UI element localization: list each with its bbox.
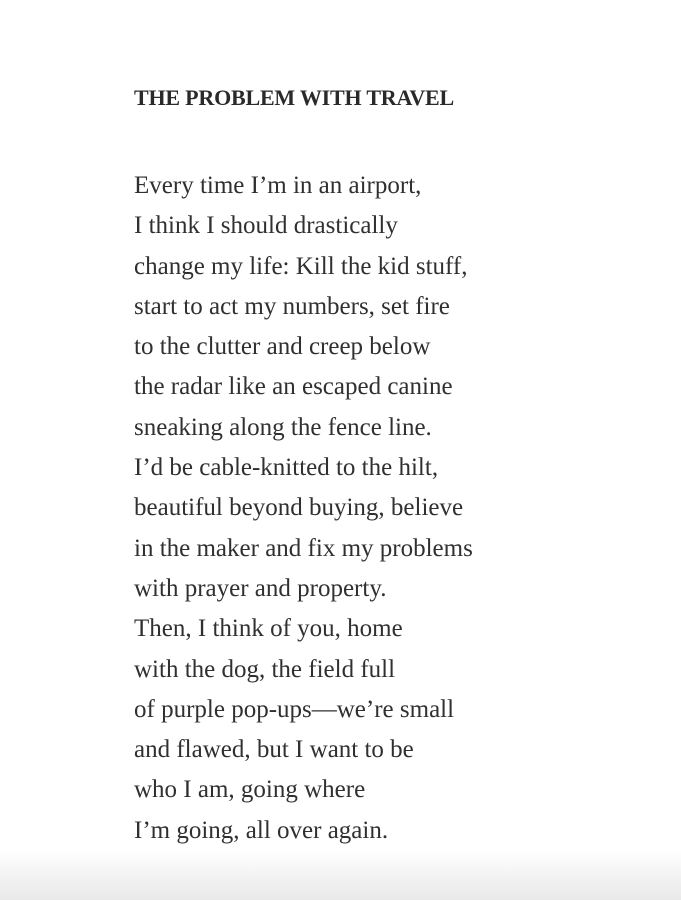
poem-line: with prayer and property.	[134, 574, 387, 602]
poem-line: I’m going, all over again.	[134, 816, 389, 844]
poem-line: and flawed, but I want to be	[134, 736, 414, 764]
poem-line: Then, I think of you, home	[134, 615, 403, 643]
poem-line: I think I should drastically	[134, 212, 398, 240]
poem-line: the radar like an escaped canine	[134, 373, 453, 401]
poem	[134, 80, 664, 851]
poem-line: Every time I’m in an airport,	[134, 172, 422, 199]
poem-line: change my life: Kill the kid stuff,	[134, 252, 468, 280]
poem-line: to the clutter and creep below	[134, 333, 431, 361]
poem-body	[134, 166, 664, 851]
poem-line: in the maker and fix my problems	[134, 534, 473, 562]
poem-line: beautiful beyond buying, believe	[134, 494, 464, 522]
poem-line: who I am, going where	[134, 776, 366, 804]
poem-line: of purple pop-ups—we’re small	[134, 695, 455, 723]
poem-line: with the dog, the field full	[134, 655, 396, 683]
poem-line: sneaking along the fence line.	[134, 413, 432, 441]
poem-title: THE PROBLEM WITH TRAVEL	[134, 85, 454, 110]
poem-line: I’d be cable-knitted to the hilt,	[134, 454, 439, 482]
poem-line: start to act my numbers, set fire	[134, 292, 450, 320]
